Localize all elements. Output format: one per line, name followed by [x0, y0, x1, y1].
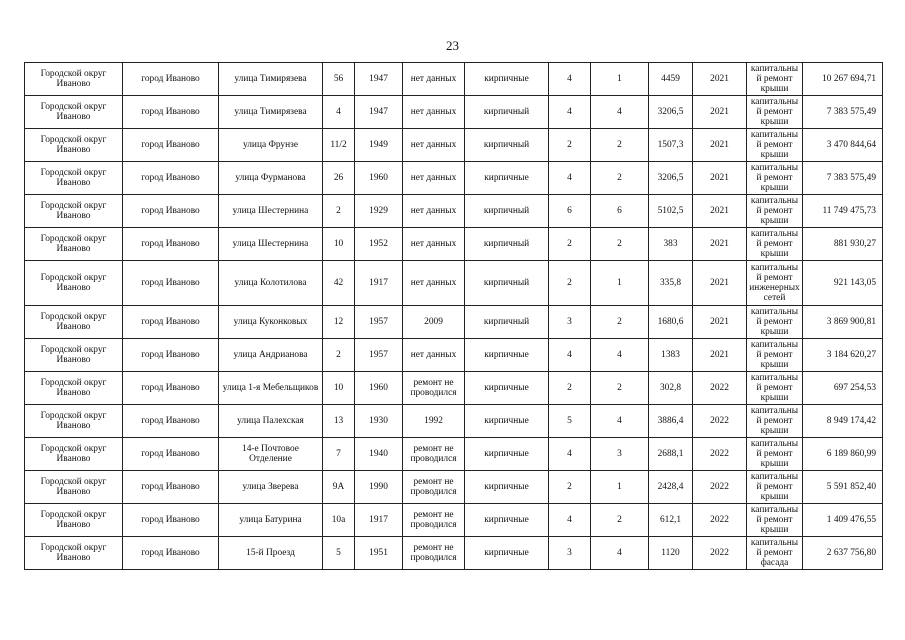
year-built-cell: 1952 [355, 228, 403, 261]
table-row [25, 438, 883, 471]
wall-material-cell: кирпичный [465, 228, 549, 261]
house-number-cell: 10 [323, 228, 355, 261]
municipality-cell: Городской округ Иваново [25, 63, 123, 96]
house-number-cell: 2 [323, 195, 355, 228]
area-cell: 1507,3 [649, 129, 693, 162]
floors-cell: 3 [549, 306, 591, 339]
year-built-cell: 1960 [355, 372, 403, 405]
year-built-cell: 1949 [355, 129, 403, 162]
last-repair-cell: нет данных [403, 129, 465, 162]
house-number-cell: 4 [323, 96, 355, 129]
wall-material-cell: кирпичные [465, 372, 549, 405]
last-repair-cell: ремонт не проводился [403, 438, 465, 471]
street-cell: улица Тимирязева [219, 96, 323, 129]
house-number-cell: 13 [323, 405, 355, 438]
wall-material-cell: кирпичный [465, 261, 549, 306]
plan-year-cell: 2021 [693, 228, 747, 261]
municipality-cell: Городской округ Иваново [25, 96, 123, 129]
area-cell: 383 [649, 228, 693, 261]
year-built-cell: 1940 [355, 438, 403, 471]
settlement-cell: город Иваново [123, 405, 219, 438]
floors-cell: 4 [549, 162, 591, 195]
last-repair-cell: ремонт не проводился [403, 372, 465, 405]
municipality-cell: Городской округ Иваново [25, 504, 123, 537]
table-row [25, 129, 883, 162]
year-built-cell: 1930 [355, 405, 403, 438]
floors-cell: 4 [549, 63, 591, 96]
entrances-cell: 2 [591, 228, 649, 261]
settlement-cell: город Иваново [123, 129, 219, 162]
cost-cell: 5 591 852,40 [803, 471, 883, 504]
year-built-cell: 1929 [355, 195, 403, 228]
last-repair-cell: нет данных [403, 339, 465, 372]
year-built-cell: 1960 [355, 162, 403, 195]
last-repair-cell: 1992 [403, 405, 465, 438]
table-row [25, 405, 883, 438]
settlement-cell: город Иваново [123, 537, 219, 570]
settlement-cell: город Иваново [123, 306, 219, 339]
year-built-cell: 1951 [355, 537, 403, 570]
last-repair-cell: ремонт не проводился [403, 504, 465, 537]
table-body [25, 63, 883, 570]
area-cell: 3206,5 [649, 162, 693, 195]
house-number-cell: 10 [323, 372, 355, 405]
entrances-cell: 4 [591, 96, 649, 129]
entrances-cell: 1 [591, 63, 649, 96]
plan-year-cell: 2022 [693, 471, 747, 504]
wall-material-cell: кирпичный [465, 195, 549, 228]
table-row [25, 96, 883, 129]
municipality-cell: Городской округ Иваново [25, 306, 123, 339]
street-cell: 14-е Почтовое Отделение [219, 438, 323, 471]
entrances-cell: 4 [591, 537, 649, 570]
area-cell: 302,8 [649, 372, 693, 405]
last-repair-cell: 2009 [403, 306, 465, 339]
plan-year-cell: 2022 [693, 372, 747, 405]
work-type-cell: капитальный ремонт крыши [747, 96, 803, 129]
settlement-cell: город Иваново [123, 471, 219, 504]
settlement-cell: город Иваново [123, 504, 219, 537]
work-type-cell: капитальный ремонт крыши [747, 471, 803, 504]
work-type-cell: капитальный ремонт инженерных сетей [747, 261, 803, 306]
settlement-cell: город Иваново [123, 438, 219, 471]
table-row [25, 195, 883, 228]
entrances-cell: 3 [591, 438, 649, 471]
year-built-cell: 1917 [355, 261, 403, 306]
table-row [25, 471, 883, 504]
street-cell: улица Шестернина [219, 228, 323, 261]
page-number: 23 [446, 38, 459, 53]
area-cell: 3886,4 [649, 405, 693, 438]
street-cell: улица Фурманова [219, 162, 323, 195]
area-cell: 1120 [649, 537, 693, 570]
street-cell: улица Палехская [219, 405, 323, 438]
wall-material-cell: кирпичный [465, 96, 549, 129]
last-repair-cell: нет данных [403, 228, 465, 261]
area-cell: 1383 [649, 339, 693, 372]
house-number-cell: 56 [323, 63, 355, 96]
year-built-cell: 1917 [355, 504, 403, 537]
municipality-cell: Городской округ Иваново [25, 195, 123, 228]
wall-material-cell: кирпичный [465, 306, 549, 339]
entrances-cell: 1 [591, 261, 649, 306]
area-cell: 612,1 [649, 504, 693, 537]
table-row [25, 504, 883, 537]
house-number-cell: 5 [323, 537, 355, 570]
area-cell: 1680,6 [649, 306, 693, 339]
settlement-cell: город Иваново [123, 63, 219, 96]
cost-cell: 6 189 860,99 [803, 438, 883, 471]
street-cell: улица 1-я Мебельщиков [219, 372, 323, 405]
entrances-cell: 2 [591, 306, 649, 339]
settlement-cell: город Иваново [123, 162, 219, 195]
street-cell: улица Фрунзе [219, 129, 323, 162]
work-type-cell: капитальный ремонт фасада [747, 537, 803, 570]
house-number-cell: 7 [323, 438, 355, 471]
table-row [25, 162, 883, 195]
plan-year-cell: 2021 [693, 63, 747, 96]
street-cell: улица Куконковых [219, 306, 323, 339]
area-cell: 335,8 [649, 261, 693, 306]
entrances-cell: 2 [591, 372, 649, 405]
floors-cell: 4 [549, 438, 591, 471]
municipality-cell: Городской округ Иваново [25, 471, 123, 504]
last-repair-cell: нет данных [403, 162, 465, 195]
house-number-cell: 26 [323, 162, 355, 195]
wall-material-cell: кирпичные [465, 405, 549, 438]
area-cell: 3206,5 [649, 96, 693, 129]
table-row [25, 537, 883, 570]
plan-year-cell: 2021 [693, 261, 747, 306]
cost-cell: 3 184 620,27 [803, 339, 883, 372]
wall-material-cell: кирпичные [465, 162, 549, 195]
plan-year-cell: 2021 [693, 306, 747, 339]
plan-year-cell: 2022 [693, 504, 747, 537]
cost-cell: 3 470 844,64 [803, 129, 883, 162]
house-number-cell: 10а [323, 504, 355, 537]
entrances-cell: 4 [591, 339, 649, 372]
last-repair-cell: ремонт не проводился [403, 537, 465, 570]
house-number-cell: 42 [323, 261, 355, 306]
last-repair-cell: нет данных [403, 195, 465, 228]
wall-material-cell: кирпичные [465, 537, 549, 570]
plan-year-cell: 2022 [693, 438, 747, 471]
work-type-cell: капитальный ремонт крыши [747, 405, 803, 438]
table-row [25, 339, 883, 372]
municipality-cell: Городской округ Иваново [25, 405, 123, 438]
municipality-cell: Городской округ Иваново [25, 162, 123, 195]
house-number-cell: 11/2 [323, 129, 355, 162]
table-row [25, 228, 883, 261]
wall-material-cell: кирпичные [465, 471, 549, 504]
work-type-cell: капитальный ремонт крыши [747, 63, 803, 96]
floors-cell: 2 [549, 228, 591, 261]
floors-cell: 4 [549, 96, 591, 129]
table-row [25, 306, 883, 339]
wall-material-cell: кирпичные [465, 504, 549, 537]
work-type-cell: капитальный ремонт крыши [747, 504, 803, 537]
work-type-cell: капитальный ремонт крыши [747, 162, 803, 195]
work-type-cell: капитальный ремонт крыши [747, 438, 803, 471]
year-built-cell: 1957 [355, 306, 403, 339]
floors-cell: 2 [549, 372, 591, 405]
municipality-cell: Городской округ Иваново [25, 228, 123, 261]
plan-year-cell: 2021 [693, 96, 747, 129]
year-built-cell: 1957 [355, 339, 403, 372]
plan-year-cell: 2021 [693, 129, 747, 162]
street-cell: улица Колотилова [219, 261, 323, 306]
table-row [25, 63, 883, 96]
year-built-cell: 1947 [355, 63, 403, 96]
wall-material-cell: кирпичные [465, 438, 549, 471]
last-repair-cell: нет данных [403, 96, 465, 129]
street-cell: улица Батурина [219, 504, 323, 537]
area-cell: 2688,1 [649, 438, 693, 471]
cost-cell: 3 869 900,81 [803, 306, 883, 339]
plan-year-cell: 2021 [693, 195, 747, 228]
street-cell: улица Шестернина [219, 195, 323, 228]
area-cell: 4459 [649, 63, 693, 96]
entrances-cell: 1 [591, 471, 649, 504]
cost-cell: 8 949 174,42 [803, 405, 883, 438]
settlement-cell: город Иваново [123, 228, 219, 261]
cost-cell: 10 267 694,71 [803, 63, 883, 96]
street-cell: улица Тимирязева [219, 63, 323, 96]
last-repair-cell: ремонт не проводился [403, 471, 465, 504]
year-built-cell: 1990 [355, 471, 403, 504]
settlement-cell: город Иваново [123, 339, 219, 372]
municipality-cell: Городской округ Иваново [25, 372, 123, 405]
entrances-cell: 6 [591, 195, 649, 228]
cost-cell: 7 383 575,49 [803, 162, 883, 195]
entrances-cell: 2 [591, 504, 649, 537]
floors-cell: 5 [549, 405, 591, 438]
area-cell: 2428,4 [649, 471, 693, 504]
municipality-cell: Городской округ Иваново [25, 537, 123, 570]
cost-cell: 921 143,05 [803, 261, 883, 306]
cost-cell: 2 637 756,80 [803, 537, 883, 570]
plan-year-cell: 2022 [693, 405, 747, 438]
work-type-cell: капитальный ремонт крыши [747, 228, 803, 261]
plan-year-cell: 2022 [693, 537, 747, 570]
floors-cell: 3 [549, 537, 591, 570]
last-repair-cell: нет данных [403, 261, 465, 306]
plan-year-cell: 2021 [693, 339, 747, 372]
municipality-cell: Городской округ Иваново [25, 438, 123, 471]
housing-repair-table [24, 62, 883, 570]
cost-cell: 7 383 575,49 [803, 96, 883, 129]
settlement-cell: город Иваново [123, 372, 219, 405]
entrances-cell: 4 [591, 405, 649, 438]
house-number-cell: 9А [323, 471, 355, 504]
work-type-cell: капитальный ремонт крыши [747, 306, 803, 339]
municipality-cell: Городской округ Иваново [25, 129, 123, 162]
house-number-cell: 12 [323, 306, 355, 339]
settlement-cell: город Иваново [123, 96, 219, 129]
cost-cell: 1 409 476,55 [803, 504, 883, 537]
year-built-cell: 1947 [355, 96, 403, 129]
cost-cell: 881 930,27 [803, 228, 883, 261]
entrances-cell: 2 [591, 129, 649, 162]
wall-material-cell: кирпичные [465, 339, 549, 372]
cost-cell: 697 254,53 [803, 372, 883, 405]
wall-material-cell: кирпичный [465, 129, 549, 162]
street-cell: улица Андрианова [219, 339, 323, 372]
work-type-cell: капитальный ремонт крыши [747, 372, 803, 405]
work-type-cell: капитальный ремонт крыши [747, 129, 803, 162]
entrances-cell: 2 [591, 162, 649, 195]
street-cell: 15-й Проезд [219, 537, 323, 570]
area-cell: 5102,5 [649, 195, 693, 228]
municipality-cell: Городской округ Иваново [25, 339, 123, 372]
last-repair-cell: нет данных [403, 63, 465, 96]
settlement-cell: город Иваново [123, 261, 219, 306]
floors-cell: 6 [549, 195, 591, 228]
work-type-cell: капитальный ремонт крыши [747, 195, 803, 228]
street-cell: улица Зверева [219, 471, 323, 504]
municipality-cell: Городской округ Иваново [25, 261, 123, 306]
floors-cell: 4 [549, 504, 591, 537]
work-type-cell: капитальный ремонт крыши [747, 339, 803, 372]
settlement-cell: город Иваново [123, 195, 219, 228]
plan-year-cell: 2021 [693, 162, 747, 195]
wall-material-cell: кирпичные [465, 63, 549, 96]
cost-cell: 11 749 475,73 [803, 195, 883, 228]
table-row [25, 261, 883, 306]
house-number-cell: 2 [323, 339, 355, 372]
floors-cell: 2 [549, 261, 591, 306]
floors-cell: 2 [549, 471, 591, 504]
table-row [25, 372, 883, 405]
floors-cell: 4 [549, 339, 591, 372]
floors-cell: 2 [549, 129, 591, 162]
